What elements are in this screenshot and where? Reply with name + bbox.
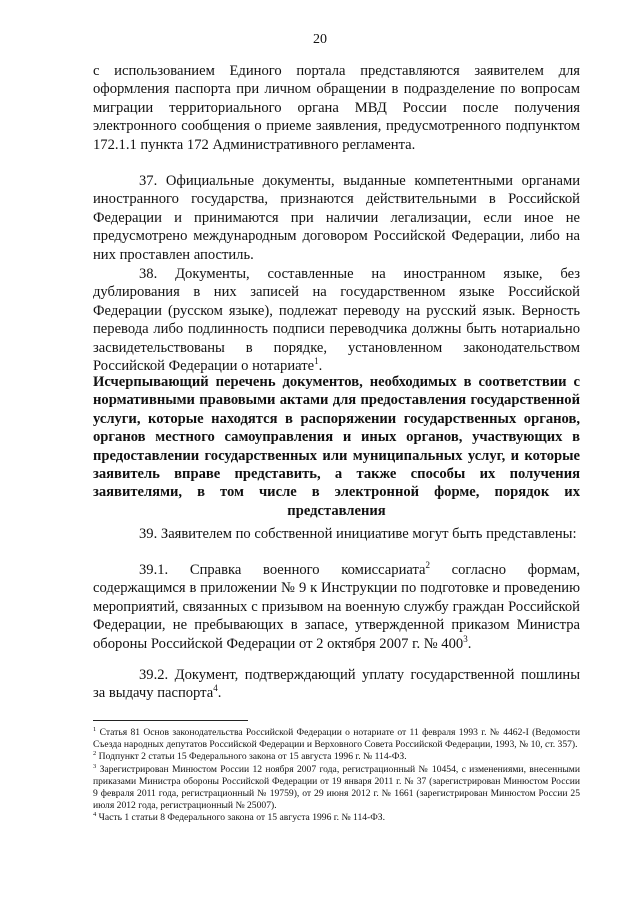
heading-text: Исчерпывающий перечень документов, необходимых в соответствии с нормативными правовыми актами для предоставления государственной услуги, которые находятся в распоряжении государственных органов, органов местного самоуправления и иных органов, участвующих в предоставлении государственных или муниципальных услуг, и которые заявитель вправе представить, а также способы их получения заявителями, в том числе в электронной форме, порядок их представления bbox=[93, 374, 580, 519]
section-heading bbox=[93, 373, 580, 520]
paragraph-end: . bbox=[318, 358, 323, 375]
footnote-2 bbox=[93, 751, 580, 763]
paragraph-text: с использованием Единого портала представляются заявителем для оформления паспорта при личном обращении в подразделение по вопросам миграции территориального органа МВД России после получения электронного сообщения о приеме заявления, предусмотренного подпунктом 172.1.1 пункта 172 Административного регламента. bbox=[93, 63, 580, 153]
footnote-ref-3[interactable]: 3 bbox=[463, 633, 468, 644]
paragraph-text bbox=[93, 561, 580, 653]
footnote-text: Зарегистрирован Минюстом России 12 ноября 2007 года, регистрационный № 10454, с изменениями, внесенными приказами Министра обороны Российской Федерации от 19 января 2011 г. № 37 (зарегистрирован Минюстом России 9 февраля 2011 года, регистрационный № 19759), от 29 июня 2012 г. № 1661 (зарегистрирован Минюстом России 25 июля 2012 года, регистрационный № 25007). bbox=[93, 763, 580, 812]
footnote-3 bbox=[93, 764, 580, 813]
paragraph-391-lead: 39.1. Справка военного комиссариата bbox=[139, 562, 426, 578]
paragraph-38 bbox=[93, 265, 580, 375]
paragraph-39-1 bbox=[93, 561, 580, 653]
paragraph-39 bbox=[93, 525, 580, 543]
footnote-text: Статья 81 Основ законодательства Российской Федерации о нотариате от 11 февраля 1993 г. № 4462-I (Ведомости Съезда народных депутатов Российской Федерации и Верховного Совета Российской Федерации, 1993, № 10, ст. 357). bbox=[93, 727, 580, 751]
paragraph-continuation bbox=[93, 62, 580, 154]
footnote-mark: 1 bbox=[93, 725, 97, 733]
paragraph-37 bbox=[93, 172, 580, 264]
paragraph-text bbox=[93, 265, 580, 375]
footnote-mark: 4 bbox=[93, 811, 97, 819]
footnotes bbox=[93, 727, 580, 825]
footnote-text: Подпункт 2 статьи 15 Федерального закона от 15 августа 1996 г. № 114-ФЗ. bbox=[96, 751, 407, 763]
footnote-ref-4[interactable]: 4 bbox=[213, 683, 218, 694]
footnote-1 bbox=[93, 727, 580, 751]
footnote-divider bbox=[93, 720, 248, 721]
footnote-mark: 2 bbox=[93, 750, 97, 758]
paragraph-39-2 bbox=[93, 666, 580, 703]
footnote-ref-1[interactable]: 1 bbox=[314, 356, 319, 367]
footnote-text: Часть 1 статьи 8 Федерального закона от 15 августа 1996 г. № 114-ФЗ. bbox=[96, 812, 386, 824]
footnote-ref-2[interactable]: 2 bbox=[425, 560, 431, 571]
paragraph-text: 37. Официальные документы, выданные компетентными органами иностранного государства, признаются действительными в Российской Федерации и принимаются при наличии легализации, если иное не предусмотрено международным договором Российской Федерации, либо на них проставлен апостиль. bbox=[93, 173, 580, 263]
footnote-4 bbox=[93, 812, 580, 824]
paragraph-text bbox=[93, 666, 580, 703]
footnote-mark: 3 bbox=[93, 762, 97, 770]
paragraph-38-text: 38. Документы, составленные на иностранном языке, без дублирования в них записей на государственном языке Российской Федерации (русском языке), подлежат переводу на русский язык. Верность перевода либо подлинность подписи переводчика должны быть нотариально засвидетельствованы в порядке, установленном законодательством Российской Федерации о нотариате bbox=[93, 266, 580, 375]
page-number: 20 bbox=[313, 32, 327, 47]
paragraph-end: . bbox=[467, 635, 472, 652]
paragraph-end: . bbox=[217, 685, 222, 702]
paragraph-392-text: 39.2. Документ, подтверждающий уплату государственной пошлины за выдачу паспорта bbox=[93, 667, 580, 702]
paragraph-text: 39. Заявителем по собственной инициативе могут быть представлены: bbox=[139, 526, 577, 542]
paragraph-391-body: согласно формам, содержащимся в приложении № 9 к Инструкции по подготовке и проведению мероприятий, связанных с призывом на военную службу граждан Российской Федерации, не пребывающих в запасе, утвержденной приказом Министра обороны Российской Федерации от 2 октября 2007 г. № 400 bbox=[93, 562, 580, 652]
